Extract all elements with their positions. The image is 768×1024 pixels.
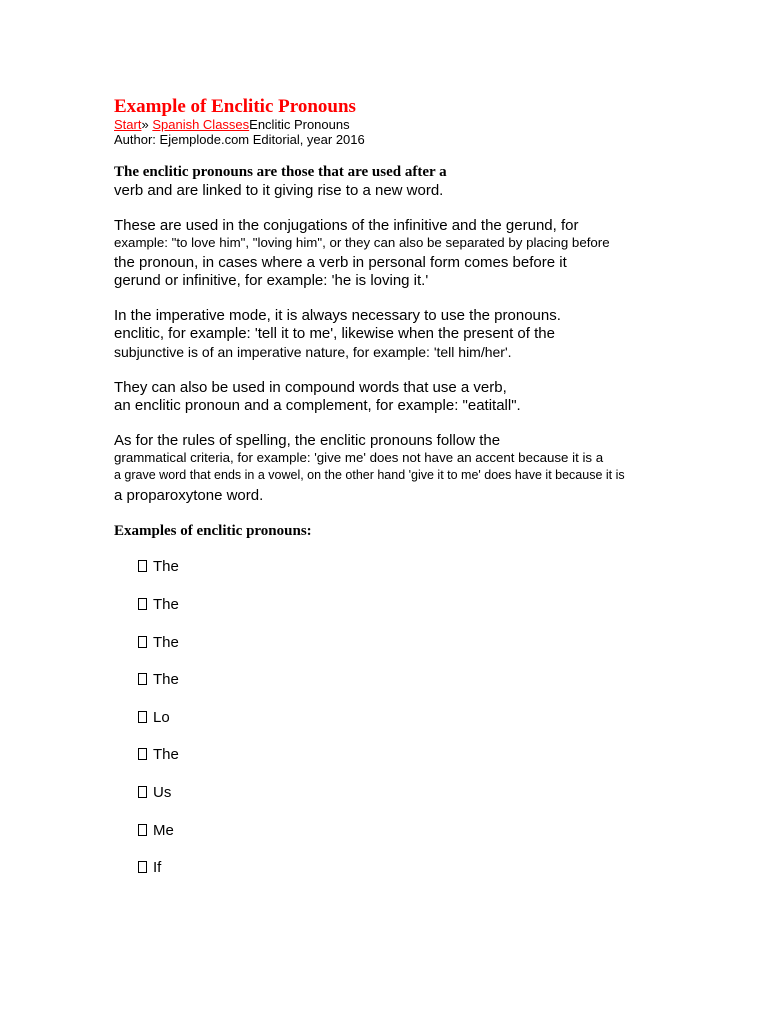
breadcrumb-separator: » (141, 117, 149, 132)
missing-glyph-bullet-icon (138, 824, 147, 836)
page-title: Example of Enclitic Pronouns (114, 96, 356, 117)
p4-line-1: As for the rules of spelling, the enclitic pronouns follow the (114, 432, 501, 449)
p1-line-4: gerund or infinitive, for example: 'he is loving it.' (114, 272, 429, 289)
list-item: Lo (138, 709, 170, 726)
p4-line-3: a grave word that ends in a vowel, on the other hand 'give it to me' does have it because it is (114, 468, 625, 482)
p4-line-2: grammatical criteria, for example: 'give me' does not have an accent because it is a (114, 450, 604, 465)
missing-glyph-bullet-icon (138, 598, 147, 610)
p2-line-1: In the imperative mode, it is always necessary to use the pronouns. (114, 307, 561, 324)
breadcrumb-start-link[interactable]: Start (114, 117, 142, 132)
missing-glyph-bullet-icon (138, 673, 147, 685)
missing-glyph-bullet-icon (138, 748, 147, 760)
list-item: The (138, 634, 179, 651)
missing-glyph-bullet-icon (138, 711, 147, 723)
list-item: The (138, 746, 179, 763)
missing-glyph-bullet-icon (138, 636, 147, 648)
intro-line-1: The enclitic pronouns are those that are used after a (114, 164, 447, 180)
missing-glyph-bullet-icon (138, 786, 147, 798)
breadcrumb-classes-link[interactable]: Spanish Classes (152, 117, 250, 132)
list-item: If (138, 859, 161, 876)
p1-line-1: These are used in the conjugations of the infinitive and the gerund, for (114, 217, 579, 234)
p3-line-2: an enclitic pronoun and a complement, for example: "eatitall". (114, 397, 521, 414)
list-item: Me (138, 822, 174, 839)
author-line: Author: Ejemplode.com Editorial, year 2016 (114, 132, 365, 147)
breadcrumb (114, 117, 350, 132)
breadcrumb-current: Enclitic Pronouns (249, 117, 350, 132)
list-item: Us (138, 784, 171, 801)
p4-line-4: a proparoxytone word. (114, 487, 264, 504)
intro-line-2: verb and are linked to it giving rise to a new word. (114, 182, 444, 199)
p1-line-2: example: "to love him", "loving him", or they can also be separated by placing before (114, 235, 610, 250)
missing-glyph-bullet-icon (138, 560, 147, 572)
missing-glyph-bullet-icon (138, 861, 147, 873)
list-item: The (138, 596, 179, 613)
p3-line-1: They can also be used in compound words that use a verb, (114, 379, 507, 396)
p2-line-2: enclitic, for example: 'tell it to me', likewise when the present of the (114, 325, 555, 342)
examples-heading: Examples of enclitic pronouns: (114, 523, 312, 539)
list-item: The (138, 671, 179, 688)
p2-line-3: subjunctive is of an imperative nature, for example: 'tell him/her'. (114, 344, 512, 360)
list-item: The (138, 558, 179, 575)
p1-line-3: the pronoun, in cases where a verb in personal form comes before it (114, 254, 567, 271)
